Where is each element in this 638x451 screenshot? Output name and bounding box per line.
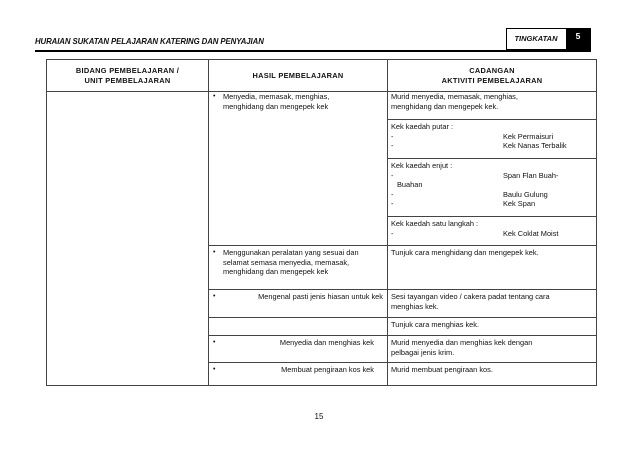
col-header-outcome: HASIL PEMBELAJARAN bbox=[209, 60, 388, 92]
outcome-cell bbox=[209, 290, 388, 318]
activity-block: Murid menyedia, memasak, menghias, menghidang dan mengepek kek. bbox=[391, 92, 518, 111]
bullet-icon: • bbox=[213, 293, 216, 300]
table-header-row bbox=[47, 60, 597, 92]
list-item: • Menyedia, memasak, menghias, menghidang dan mengepek kek bbox=[213, 92, 330, 111]
bullet-icon: • bbox=[213, 366, 216, 373]
bullet-icon: • bbox=[213, 339, 216, 346]
bullet-icon: • bbox=[213, 93, 216, 100]
table-row bbox=[47, 92, 597, 246]
outcome-cell bbox=[209, 92, 388, 246]
activity-cell: Tunjuk cara menghias kek. bbox=[388, 318, 597, 336]
syllabus-table bbox=[46, 59, 597, 386]
activity-cell: Murid membuat pengiraan kos. bbox=[388, 363, 597, 386]
list-item: • Menyedia dan menghias kek bbox=[213, 338, 374, 347]
activity-cell: Murid menyedia dan menghias kek dengan pelbagai jenis krim. bbox=[388, 336, 597, 363]
bullet-icon: • bbox=[213, 249, 216, 256]
activity-cell: Sesi tayangan video / cakera padat tentang cara menghias kek. bbox=[388, 290, 597, 318]
list-item: • Mengenal pasti jenis hiasan untuk kek bbox=[213, 292, 383, 301]
document-title: HURAIAN SUKATAN PELAJARAN KATERING DAN PENYAJIAN bbox=[35, 36, 264, 46]
col-header-activity: CADANGAN AKTIVITI PEMBELAJARAN bbox=[388, 60, 597, 92]
activity-block: Kek kaedah satu langkah : - Kek Coklat Moist bbox=[388, 216, 596, 245]
level-label: TINGKATAN bbox=[514, 34, 558, 43]
level-box bbox=[506, 28, 591, 50]
page-number: 15 bbox=[314, 412, 324, 421]
outcome-cell bbox=[209, 363, 388, 386]
area-cell bbox=[47, 92, 209, 386]
activity-block: Kek kaedah enjut : - Span Flan Buah- Buahan - Baulu Gulung - Kek Span bbox=[388, 158, 596, 216]
list-item: • Menggunakan peralatan yang sesuai dan selamat semasa menyedia, memasak, menghidang dan mengepek kek bbox=[213, 248, 359, 276]
col-header-area: BIDANG PEMBELAJARAN / UNIT PEMBELAJARAN bbox=[47, 60, 209, 92]
outcome-cell bbox=[209, 336, 388, 363]
outcome-cell bbox=[209, 318, 388, 336]
list-item: • Membuat pengiraan kos kek bbox=[213, 365, 374, 374]
activity-block: Kek kaedah putar : - Kek Permaisuri - Kek Nanas Terbalik bbox=[388, 119, 596, 158]
activity-cell: Tunjuk cara menghidang dan mengepek kek. bbox=[388, 246, 597, 290]
header-rule bbox=[35, 50, 591, 52]
activity-cell bbox=[388, 92, 597, 246]
level-number: 5 bbox=[566, 29, 590, 49]
outcome-cell bbox=[209, 246, 388, 290]
